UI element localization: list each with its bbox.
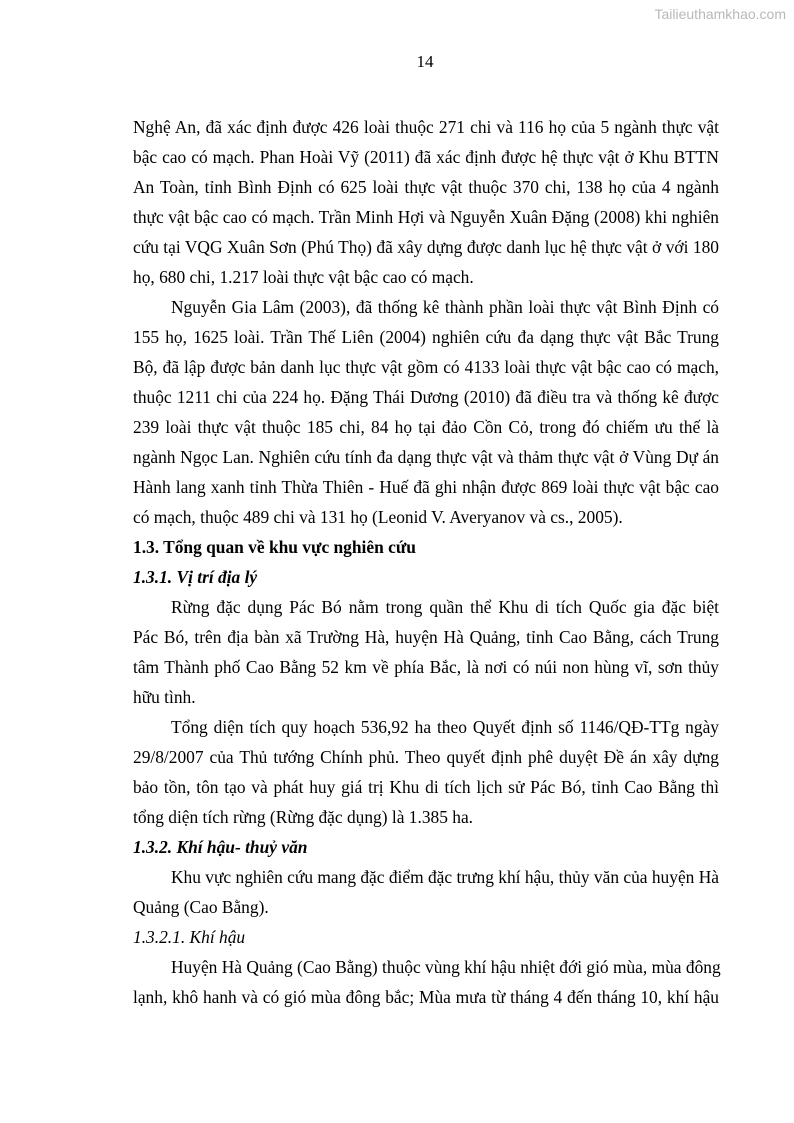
paragraph-line: 155 họ, 1625 loài. Trần Thế Liên (2004) nghiên cứu đa dạng thực vật Bắc Trung: [133, 327, 719, 347]
paragraph-line: tổng diện tích rừng (Rừng đặc dụng) là 1.385 ha.: [133, 807, 474, 827]
paragraph-line: Huyện Hà Quảng (Cao Bằng) thuộc vùng khí hậu nhiệt đới gió mùa, mùa đông: [171, 957, 721, 977]
paragraph-line: ngành Ngọc Lan. Nghiên cứu tính đa dạng thực vật và thảm thực vật ở Vùng Dự án: [133, 447, 719, 467]
paragraph-line: bảo tồn, tôn tạo và phát huy giá trị Khu di tích lịch sử Pác Bó, tỉnh Cao Bằng thì: [133, 777, 719, 797]
paragraph-line: Rừng đặc dụng Pác Bó nằm trong quần thể Khu di tích Quốc gia đặc biệt: [171, 597, 719, 617]
watermark: Tailieuthamkhao.com: [654, 6, 786, 22]
paragraph-line: lạnh, khô hanh và có gió mùa đông bắc; Mùa mưa từ tháng 4 đến tháng 10, khí hậu: [133, 987, 719, 1007]
paragraph-line: 239 loài thực vật thuộc 185 chi, 84 họ tại đảo Cồn Cỏ, trong đó chiếm ưu thế là: [133, 417, 719, 437]
paragraph-line: tâm Thành phố Cao Bằng 52 km về phía Bắc, là nơi có núi non hùng vĩ, sơn thủy: [133, 657, 719, 677]
paragraph-line: 29/8/2007 của Thủ tướng Chính phủ. Theo quyết định phê duyệt Đề án xây dựng: [133, 747, 719, 767]
section-heading-1-3-2-1: 1.3.2.1. Khí hậu: [133, 927, 246, 947]
paragraph-line: Tổng diện tích quy hoạch 536,92 ha theo Quyết định số 1146/QĐ-TTg ngày: [171, 717, 719, 737]
paragraph-line: Nghệ An, đã xác định được 426 loài thuộc 271 chi và 116 họ của 5 ngành thực vật: [133, 117, 719, 137]
paragraph-line: thực vật bậc cao có mạch. Trần Minh Hợi và Nguyễn Xuân Đặng (2008) khi nghiên: [133, 207, 719, 227]
section-heading-1-3-1: 1.3.1. Vị trí địa lý: [133, 567, 258, 587]
paragraph-line: bậc cao có mạch. Phan Hoài Vỹ (2011) đã xác định được hệ thực vật ở Khu BTTN: [133, 147, 719, 167]
paragraph-line: Pác Bó, trên địa bàn xã Trường Hà, huyện Hà Quảng, tỉnh Cao Bằng, cách Trung: [133, 627, 719, 647]
paragraph-line: thuộc 1211 chi của 224 họ. Đặng Thái Dương (2010) đã điều tra và thống kê được: [133, 387, 719, 407]
paragraph-line: An Toàn, tỉnh Bình Định có 625 loài thực vật thuộc 370 chi, 138 họ của 4 ngành: [133, 177, 719, 197]
paragraph-line: có mạch, thuộc 489 chi và 131 họ (Leonid V. Averyanov và cs., 2005).: [133, 507, 623, 527]
paragraph-line: Bộ, đã lập được bản danh lục thực vật gồm có 4133 loài thực vật bậc cao có mạch,: [133, 357, 719, 377]
section-heading-1-3-2: 1.3.2. Khí hậu- thuỷ văn: [133, 837, 308, 857]
paragraph-line: Nguyễn Gia Lâm (2003), đã thống kê thành phần loài thực vật Bình Định có: [171, 297, 719, 317]
paragraph-line: cứu tại VQG Xuân Sơn (Phú Thọ) đã xây dựng được danh lục hệ thực vật ở với 180: [133, 237, 719, 257]
paragraph-line: Khu vực nghiên cứu mang đặc điểm đặc trưng khí hậu, thủy văn của huyện Hà: [171, 867, 719, 887]
paragraph-line: Hành lang xanh tỉnh Thừa Thiên - Huế đã ghi nhận được 869 loài thực vật bậc cao: [133, 477, 719, 497]
paragraph-line: hữu tình.: [133, 687, 196, 707]
paragraph-line: họ, 680 chi, 1.217 loài thực vật bậc cao có mạch.: [133, 267, 474, 287]
page-number: 14: [416, 52, 434, 71]
paragraph-line: Quảng (Cao Bằng).: [133, 897, 269, 917]
section-heading-1-3: 1.3. Tổng quan về khu vực nghiên cứu: [133, 537, 416, 557]
